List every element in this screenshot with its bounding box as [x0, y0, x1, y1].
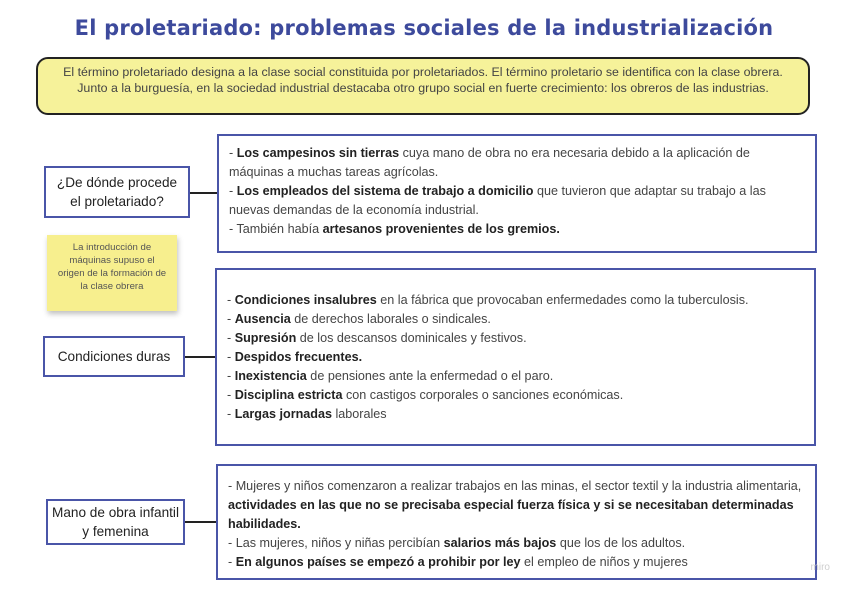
text: - Las mujeres, niños y niñas percibían	[228, 536, 444, 550]
content-line	[228, 534, 805, 553]
bold-text: Los campesinos sin tierras	[236, 146, 400, 160]
text: -	[227, 350, 235, 364]
text: - Mujeres y niños comenzaron a realizar trabajos en las minas, el sector textil y la industria alimentaria,	[228, 479, 802, 493]
content-line	[227, 291, 804, 310]
bold-text: Ausencia	[234, 312, 291, 326]
content-conditions	[215, 268, 816, 446]
bold-text: actividades en las que no se precisaba especial fuerza física y si se necesitaban determinadas habilidades.	[228, 498, 794, 531]
text: -	[227, 388, 235, 402]
content-line	[227, 405, 804, 424]
text: -	[227, 407, 235, 421]
bold-text: En algunos países se empezó a prohibir por ley	[235, 555, 521, 569]
sticky-note: La introducción de máquinas supuso el origen de la formación de la clase obrera	[47, 235, 177, 311]
text: - También había	[229, 222, 323, 236]
connector-labor	[185, 521, 217, 523]
content-line	[229, 182, 805, 220]
text: laborales	[332, 407, 387, 421]
text: en la fábrica que provocaban enfermedades como la tuberculosis.	[376, 293, 749, 307]
content-line	[229, 220, 805, 239]
bold-text: Los empleados del sistema de trabajo a domicilio	[236, 184, 534, 198]
content-line	[227, 348, 804, 367]
text: que los de los adultos.	[556, 536, 686, 550]
bold-text: Largas jornadas	[234, 407, 332, 421]
text: -	[229, 184, 237, 198]
label-origin	[44, 166, 190, 218]
content-line	[227, 386, 804, 405]
text: -	[229, 146, 237, 160]
intro-box: El término proletariado designa a la clase social constituida por proletariados. El término proletario se identifica con la clase obrera. Junto a la burguesía, en la sociedad industrial destacaba otro grupo social en fuerte crecimiento: los obreros de las industrias.	[36, 57, 810, 115]
text: de derechos laborales o sindicales.	[290, 312, 491, 326]
bold-text: Despidos frecuentes.	[234, 350, 363, 364]
bold-text: Condiciones insalubres	[234, 293, 377, 307]
content-line	[228, 477, 805, 534]
content-line	[227, 310, 804, 329]
text: con castigos corporales o sanciones económicas.	[342, 388, 624, 402]
connector-origin	[190, 192, 218, 194]
content-origin	[217, 134, 817, 253]
text: -	[227, 293, 235, 307]
text: -	[227, 312, 235, 326]
bold-text: Disciplina estricta	[234, 388, 343, 402]
bold-text: salarios más bajos	[443, 536, 557, 550]
connector-conditions	[185, 356, 216, 358]
label-labor	[46, 499, 185, 545]
watermark: miro	[810, 562, 830, 573]
label-conditions-text: Condiciones duras	[57, 349, 171, 364]
bold-text: Supresión	[234, 331, 297, 345]
text: que tuvieron que adaptar su trabajo a las nuevas demandas de la economía industrial.	[229, 184, 766, 217]
content-line	[227, 367, 804, 386]
page-title: El proletariado: problemas sociales de la industrialización	[74, 16, 774, 40]
text: de los descansos dominicales y festivos.	[296, 331, 527, 345]
text: cuya mano de obra no era necesaria debido a la aplicación de máquinas a muchas tareas agrícolas.	[229, 146, 750, 179]
label-labor-text: Mano de obra infantil y femenina	[52, 505, 179, 539]
content-labor	[216, 464, 817, 580]
text: -	[227, 331, 235, 345]
label-conditions	[43, 336, 185, 377]
content-line	[228, 553, 805, 572]
content-line	[227, 329, 804, 348]
text: de pensiones ante la enfermedad o el paro.	[306, 369, 554, 383]
text: -	[227, 369, 235, 383]
content-line	[229, 144, 805, 182]
label-origin-text: ¿De dónde procede el proletariado?	[56, 175, 178, 209]
bold-text: artesanos provenientes de los gremios.	[322, 222, 560, 236]
bold-text: Inexistencia	[234, 369, 307, 383]
text: -	[228, 555, 236, 569]
text: el empleo de niños y mujeres	[520, 555, 688, 569]
